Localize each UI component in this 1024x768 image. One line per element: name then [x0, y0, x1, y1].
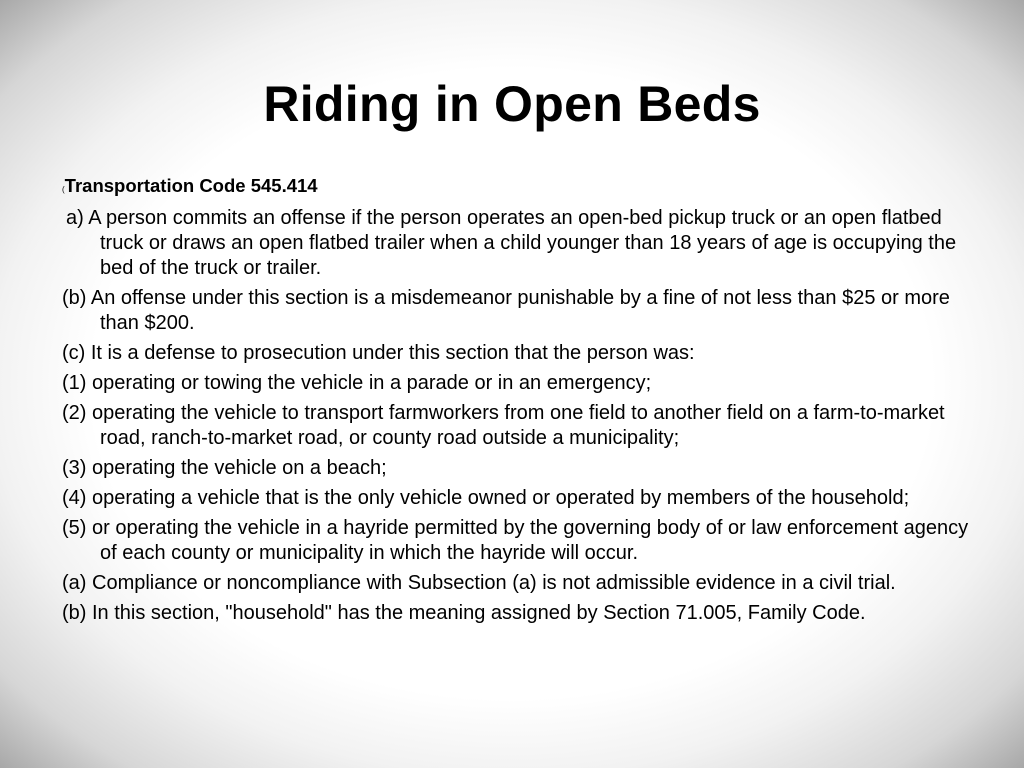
code-heading	[62, 174, 970, 202]
paragraph-a-compliance: (a) Compliance or noncompliance with Subsection (a) is not admissible evidence in a civil trial.	[62, 572, 896, 594]
paragraph-3: (3) operating the vehicle on a beach;	[62, 457, 387, 479]
paragraph-b: (b) An offense under this section is a misdemeanor punishable by a fine of not less than $25 or more than $200.	[62, 287, 950, 334]
paragraph-2: (2) operating the vehicle to transport farmworkers from one field to another field on a farm-to-market road, ranch-to-market road, or county road outside a municipality;	[62, 402, 945, 449]
paragraph-4: (4) operating a vehicle that is the only vehicle owned or operated by members of the household;	[62, 487, 910, 509]
slide-title: Riding in Open Beds	[263, 76, 761, 132]
paragraph-c: (c) It is a defense to prosecution under this section that the person was:	[62, 342, 695, 364]
paragraph-1: (1) operating or towing the vehicle in a parade or in an emergency;	[62, 372, 652, 394]
paragraph-a: a) A person commits an offense if the person operates an open-bed pickup truck or an open flatbed truck or draws an open flatbed trailer when a child younger than 18 years of age is occupying the bed of the truck or trailer.	[66, 207, 957, 279]
heading-marker: (	[62, 185, 65, 194]
slide-body	[62, 174, 970, 631]
paragraph-5: (5) or operating the vehicle in a hayride permitted by the governing body of or law enforcement agency of each county or municipality in which the hayride will occur.	[62, 517, 969, 564]
paragraph-b-household: (b) In this section, "household" has the meaning assigned by Section 71.005, Family Code.	[62, 602, 866, 624]
heading-text: Transportation Code 545.414	[64, 175, 318, 196]
